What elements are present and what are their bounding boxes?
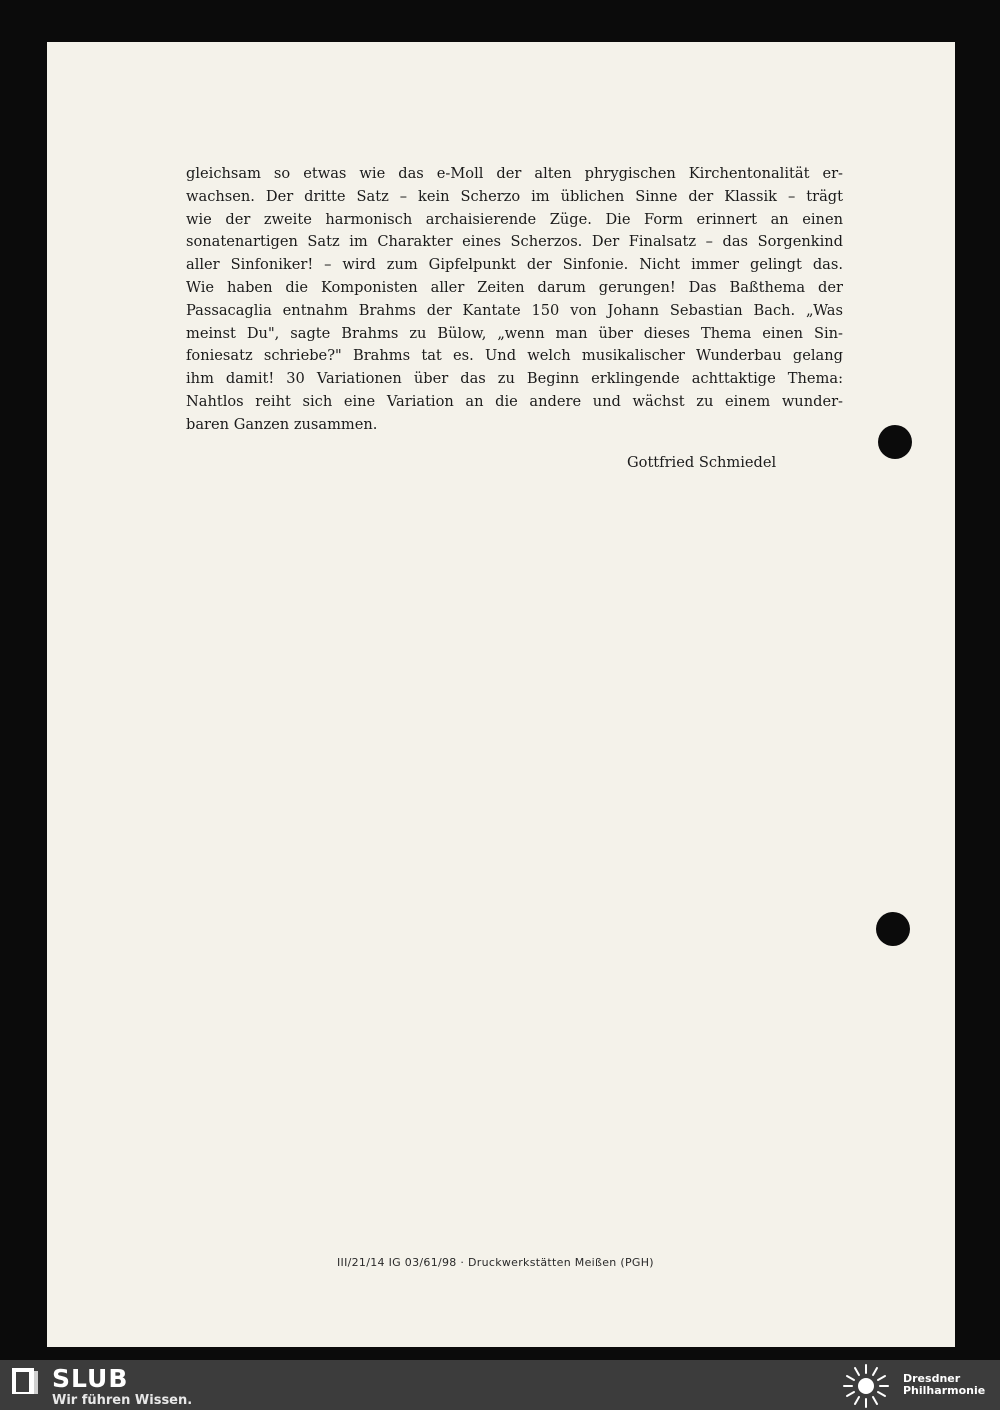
text-line: ihm damit! 30 Variationen über das zu Beginn erklingende achttaktige Thema: (186, 370, 843, 388)
viewer-footer (0, 1360, 1000, 1410)
library-name: SLUB (52, 1364, 129, 1393)
author-signature: Gottfried Schmiedel (627, 454, 777, 471)
body-text (186, 163, 843, 437)
partner-name (903, 1373, 998, 1397)
text-line: Passacaglia entnahm Brahms der Kantate 150 von Johann Sebastian Bach. „Was (186, 301, 843, 319)
slub-logo-icon (10, 1366, 40, 1396)
text-line: aller Sinfoniker! – wird zum Gipfelpunkt der Sinfonie. Nicht immer gelingt das. (186, 256, 843, 274)
partner-name-line: Philharmonie (903, 1384, 986, 1397)
text-line: gleichsam so etwas wie das e-Moll der alten phrygischen Kirchentonalität er- (186, 165, 843, 182)
partner-name-line: Dresdner (903, 1372, 961, 1385)
philharmonie-logo-icon (838, 1362, 894, 1408)
punch-hole (878, 425, 912, 459)
text-line: baren Ganzen zusammen. (186, 415, 378, 433)
library-tagline: Wir führen Wissen. (52, 1393, 193, 1408)
text-line: Wie haben die Komponisten aller Zeiten darum gerungen! Das Baßthema der (186, 278, 843, 296)
text-line: Nahtlos reiht sich eine Variation an die andere und wächst zu einem wunder- (186, 392, 843, 410)
text-line: wie der zweite harmonisch archaisierende Züge. Die Form erinnert an einen (186, 210, 843, 228)
printer-imprint: III/21/14 IG 03/61/98 · Druckwerkstätten Meißen (PGH) (337, 1256, 654, 1269)
text-line: meinst Du", sagte Brahms zu Bülow, „wenn man über dieses Thema einen Sin- (186, 324, 843, 342)
document-page (47, 42, 955, 1347)
text-line: sonatenartigen Satz im Charakter eines Scherzos. Der Finalsatz – das Sorgenkind (186, 233, 843, 251)
text-line: foniesatz schriebe?" Brahms tat es. Und welch musikalischer Wunderbau gelang (186, 347, 843, 365)
punch-hole (876, 912, 910, 946)
text-line: wachsen. Der dritte Satz – kein Scherzo im üblichen Sinne der Klassik – trägt (186, 187, 843, 205)
